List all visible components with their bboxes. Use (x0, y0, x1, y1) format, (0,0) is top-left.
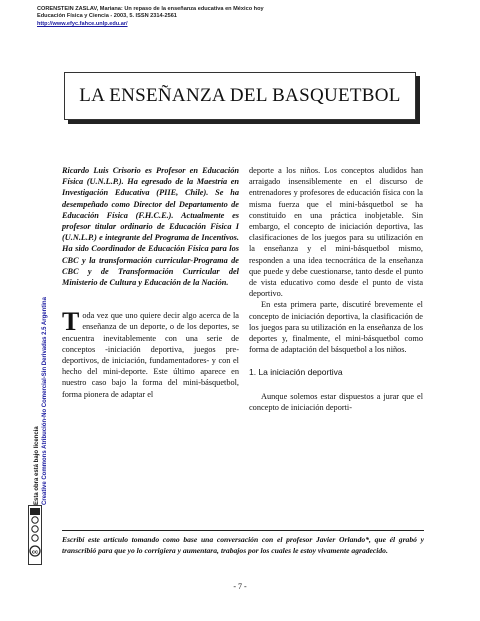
intro-paragraph (62, 307, 239, 400)
author-bio: Ricardo Luis Crisorio es Profesor en Educación Física (U.N.L.P.). Ha egresado de la Maestría en Investigación Educativa (PIIE, Chile). Se ha desempeñado como Director del Departamento de Educación Física (F.H.C.E.). Actualmente es profesor titular ordinario de Educación Física I (U.N.L.P.) e integrante del Programa de Incentivos. Ha sido Coordinador de Educación Física para los CBC y la transformación curricular-Programa de CBC y de Transformación Curricular del Ministerio de Cultura y Educación de la Nación. (62, 166, 239, 288)
license-sidebar (33, 297, 49, 505)
right-column (249, 165, 423, 413)
journal-line: Educación Física y Ciencia - 2003, 5. ISSN 2314-2561 (37, 13, 177, 20)
citation-header (37, 6, 397, 28)
citation-line: CORENSTEIN ZASLAV, Mariana: Un repaso de la enseñanza educativa en México hoy (37, 6, 264, 12)
drop-cap: T (62, 307, 80, 337)
footnote-text: Escribí este artículo tomando como base una conversación con el profesor Javier Orlando*, que él grabó y transcribió para que yo lo corrigiera y aumentara, trabajos por los cuales le estoy vivamente agradecido. (62, 535, 424, 555)
svg-text:cc: cc (31, 549, 39, 556)
page-title: LA ENSEÑANZA DEL BASQUETBOL (79, 85, 401, 106)
footnote-divider (62, 530, 424, 531)
paragraph-iniciacion: Aunque solemos estar dispuestos a jurar que el concepto de iniciación deporti- (249, 391, 423, 412)
footnote (62, 530, 424, 556)
title-box (64, 72, 416, 120)
license-line: Esta obra está bajo licencia (34, 426, 40, 505)
page-number: - 7 - (233, 582, 247, 591)
paragraph-continued: deporte a los niños. Los conceptos aludidos han arraigado insensiblemente en el discurso de entrenadores y profesores de educación física con la misma fuerza que el mini-básquetbol se ha constituido en una práctica inobjetable. Sin embargo, el concepto de iniciación deportiva, las clasificaciones de los juegos para su utilización en la enseñanza y el mini-básquetbol mismo, responden a una idea tecnocrática de la enseñanza que puede y debe cuestionarse, tanto desde el punto de vista educativo como desde el punto de vista deportivo. (249, 166, 423, 299)
journal-link[interactable]: http://www.efyc.fahce.unlp.edu.ar/ (37, 20, 128, 27)
paragraph-first-part: En esta primera parte, discutiré brevemente el concepto de iniciación deportiva, la clasificación de los juegos para su utilización en la enseñanza de los deportes y, finalmente, el mini-básquetbol como forma de adaptación del básquetbol a los niños. (249, 300, 423, 355)
license-link[interactable]: Creative Commons Atribución-No Comercial-Sin Derivadas 2.5 Argentina (42, 297, 48, 505)
intro-text: oda vez que uno quiere decir algo acerca de la enseñanza de un deporte, o de los deportes, se encuentra inevitablemente con una serie de conceptos -iniciación deportiva, juegos pre-deportivos, de iniciación, fundamentadores- y con el hecho del mini-deporte. Este último aparece en nuestro caso bajo la forma del mini-básquetbol, forma pionera de adaptar el (62, 311, 239, 399)
creative-commons-badge-icon[interactable] (28, 505, 42, 565)
left-column (62, 165, 239, 400)
section-heading: 1. La iniciación deportiva (249, 367, 343, 378)
